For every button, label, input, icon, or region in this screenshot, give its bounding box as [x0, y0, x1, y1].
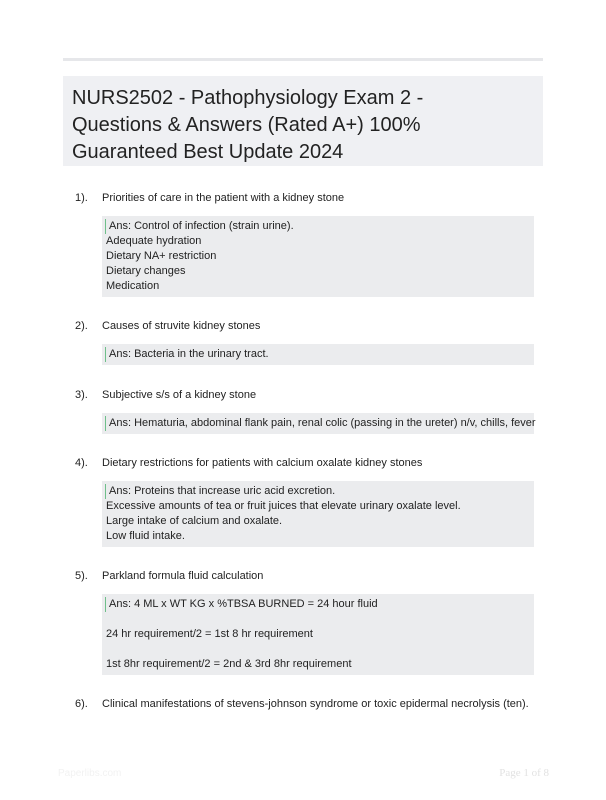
answer-line: 24 hr requirement/2 = 1st 8 hr requirement: [106, 628, 313, 640]
question-text: Dietary restrictions for patients with calcium oxalate kidney stones: [102, 457, 423, 469]
answer-box: [102, 344, 534, 365]
answer-line: Dietary NA+ restriction: [106, 250, 217, 262]
question-number: 6).: [75, 698, 88, 710]
answer-box: [102, 481, 534, 547]
answer-line: Ans: Bacteria in the urinary tract.: [105, 347, 530, 362]
question-text: Priorities of care in the patient with a kidney stone: [102, 192, 345, 204]
answer-line: Adequate hydration: [106, 235, 202, 247]
top-rule: [63, 58, 543, 61]
footer-site: Paperlibs.com: [58, 768, 122, 779]
answer-box: [102, 594, 534, 675]
question-number: 1).: [75, 192, 88, 204]
answer-line: Ans: 4 ML x WT KG x %TBSA BURNED = 24 hour fluid: [105, 597, 530, 612]
document-title: [72, 85, 533, 166]
answer-line: Ans: Hematuria, abdominal flank pain, renal colic (passing in the ureter) n/v, chills, fever: [105, 416, 530, 431]
question-text: Clinical manifestations of stevens-johnson syndrome or toxic epidermal necrolysis (ten).: [102, 698, 529, 710]
question-number: 3).: [75, 389, 88, 401]
answer-line: Large intake of calcium and oxalate.: [106, 515, 283, 527]
answer-line: Low fluid intake.: [106, 530, 185, 542]
answer-line: 1st 8hr requirement/2 = 2nd & 3rd 8hr requirement: [106, 658, 352, 670]
answer-line: Medication: [106, 280, 160, 292]
answer-line: Excessive amounts of tea or fruit juices that elevate urinary oxalate level.: [106, 500, 461, 512]
answer-line: Ans: Control of infection (strain urine).: [105, 219, 530, 234]
answer-spacer: [106, 642, 530, 657]
answer-spacer: [106, 612, 530, 627]
answer-line: Dietary changes: [106, 265, 186, 277]
title-line: Questions & Answers (Rated A+) 100%: [72, 114, 421, 136]
question-number: 2).: [75, 320, 88, 332]
title-line: Guaranteed Best Update 2024: [72, 141, 344, 163]
question-text: Subjective s/s of a kidney stone: [102, 389, 257, 401]
question-text: Parkland formula fluid calculation: [102, 570, 264, 582]
question-number: 5).: [75, 570, 88, 582]
question-number: 4).: [75, 457, 88, 469]
question-text: Causes of struvite kidney stones: [102, 320, 261, 332]
footer-page-number: Page 1 of 8: [499, 767, 549, 779]
title-line: NURS2502 - Pathophysiology Exam 2 -: [72, 87, 424, 109]
answer-line: Ans: Proteins that increase uric acid excretion.: [105, 484, 530, 499]
answer-box: [102, 413, 534, 434]
answer-box: [102, 216, 534, 297]
title-box: [63, 76, 543, 166]
